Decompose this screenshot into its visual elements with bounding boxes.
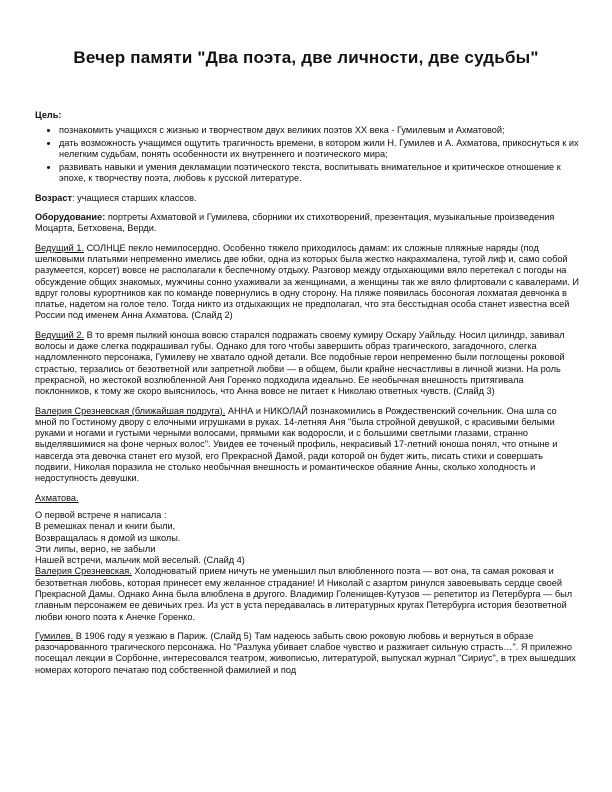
poem — [35, 510, 580, 566]
speech-paragraph — [35, 631, 580, 676]
poem-line: В ремешках пенал и книги были, — [35, 521, 176, 532]
speaker-label: Гумилев. — [35, 630, 74, 641]
speaker-label: Валерия Срезневская (ближайшая подруга). — [35, 405, 226, 416]
goal-item: • познакомить учащихся с жизнью и творчеством двух великих поэтов XX века - Гумилевым и Ахматовой; — [59, 125, 580, 136]
speech-paragraph — [35, 243, 580, 322]
equipment-text: портреты Ахматовой и Гумилева, сборники их стихотворений, презентация, музыкальные произведения Моцарта, Бетховена, Верди. — [35, 212, 555, 234]
speech-text: В 1906 году я уезжаю в Париж. (Слайд 5) Там надеюсь забыть свою роковую любовь и вернуться в образе разочарованного трагического персонажа. Но "Разлука убивает слабое чувство и разжигает сильную страсть…". Я прилежно посещал лекции в Сорбонне, интересовался театром, живописью, литературой, выпускал журнал "Сириус", в трех вышедших номерах которого печатаю под собственной фамилией и под — [35, 630, 576, 675]
goal-item: • развивать навыки и умения декламации поэтического текста, воспитывать внимательное и критическое отношение к эпохе, к творчеству поэта, любовь к русской литературе. — [59, 162, 580, 185]
poem-line: Эти липы, верно, не забыли — [35, 543, 156, 554]
speech-text: Холодноватый прием ничуть не уменьшил пыл влюбленного поэта — вот она, та самая роковая и безответная любовь, которая принесет ему желанное страдание! И Николай с азартом ринулся завоевывать сердце своей Прекрасной Дамы. Однако Анна была влюблена в другого. Владимир Голенищев-Кутузов — репетитор из Петербурга — был главным персонажем ее девичьих грез. Из уст в уста передавалась в литературных кругах Петербурга история безответной любви юного поэта к Анечке Горенко. — [35, 566, 573, 622]
speaker-label: Ахматова. — [35, 492, 79, 503]
speech-paragraph — [35, 566, 580, 622]
equipment-label: Оборудование: — [35, 212, 106, 223]
speaker-label: Валерия Срезневская. — [35, 566, 132, 577]
goal-item: • дать возможность учащимся ощутить трагичность времени, в котором жили Н. Гумилев и А. Ахматова, прикоснуться к их нелегким судьбам, понять особенности их внутреннего и поэтического мира; — [59, 138, 580, 161]
equipment-paragraph — [35, 212, 580, 235]
poem-line: Возвращалась я домой из школы. — [35, 532, 181, 543]
age-text: : учащиеся старших классов. — [72, 192, 197, 203]
speech-text: АННА и НИКОЛАЙ познакомились в Рождественский сочельник. Она шла со мной по Гостиному двору с елочными игрушками в руках. 14-летняя Аня "была стройной девушкой, с красивыми белыми руками и ногами и густыми черными волосами, прямыми как водоросли, и с большими светлыми глазами, странно выделявшимися на фоне черных волос". Увидев ее точеный профиль, некрасивый 17-летний юноша понял, что отныне и навсегда эта девочка станет его музой, его Прекрасной Дамой, ради которой он будет жить, писать стихи и совершать подвиги. Николая поразила не столько необычная внешность и романтическое обаяние Анны, сколько холодность и недоступность девушки. — [35, 405, 558, 484]
goal-label: Цель: — [35, 110, 62, 120]
speech-text: В то время пылкий юноша вовсю старался подражать своему кумиру Оскару Уайльду. Носил цилиндр, завивал волосы и даже слегка подкрашивал губы. Однако для того чтобы завершить образ трагического, загадочного, слегка надломленного персонажа, Гумилеву не хватало одной детали. Все подобные герои непременно были поглощены роковой страстью, терзались от безответной или запретной любви — в общем, были крайне несчастливы в личной жизни. На роль прекрасной, но жестокой возлюбленной Аня Горенко подходила идеально. Ее необычная внешность притягивала поклонников, к тому же скоро выяснилось, что Анна вовсе не питает к Николаю ответных чувств. (Слайд 3) — [35, 329, 565, 397]
age-paragraph — [35, 193, 580, 204]
speech-text: СОЛНЦЕ пекло немилосердно. Особенно тяжело приходилось дамам: их сложные пляжные наряды (под шелковыми платьями непременно имелись две юбки, одна из которых была жестко накрахмалена, тугой лиф и, само собой разумеется, корсет) вовсе не располагали к беспечному отдыху. Разговор между отдыхающими вяло перетекал с погоды на обсуждение общих знакомых, мужчины сонно ухаживали за женщинами, а женщины так же вяло флиртовали с кавалерами. И вдруг головы курортников как по команде повернулись в одну сторону. На пляже появилась босоногая лохматая девчонка в платье, надетом на голое тело. Тогда никто из отдыхающих не предполагал, что эта бесстыдная особа станет известна всей России под именем Анна Ахматова. (Слайд 2) — [35, 242, 579, 321]
poem-line: О первой встрече я написала : — [35, 509, 167, 520]
speaker-label: Ведущий 1. — [35, 242, 85, 253]
poem-line: Нашей встречи, мальчик мой веселый. (Слайд 4) — [35, 555, 245, 566]
speech-paragraph — [35, 330, 580, 398]
document-body — [35, 110, 580, 676]
speech-paragraph — [35, 493, 580, 504]
age-label: Возраст — [35, 192, 73, 203]
speaker-label: Ведущий 2. — [35, 329, 85, 340]
goal-list — [35, 125, 580, 184]
speech-paragraph — [35, 406, 580, 485]
page-title: Вечер памяти "Два поэта, две личности, две судьбы" — [73, 48, 539, 67]
